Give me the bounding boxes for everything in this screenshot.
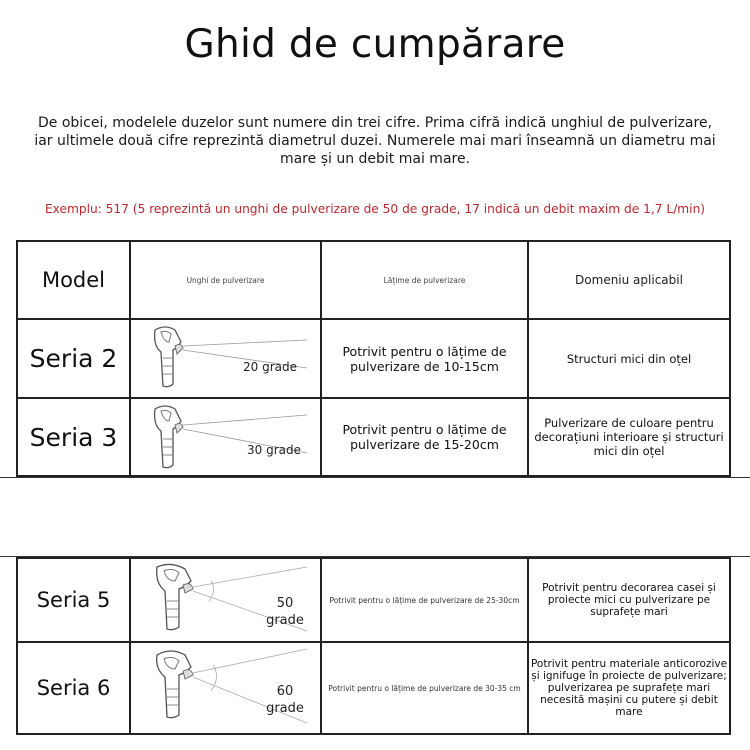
spec-table-bottom: [16, 557, 731, 735]
angle-value: 30 grade: [247, 443, 301, 457]
header-model: Model: [17, 241, 130, 319]
series-label: Seria 3: [17, 398, 130, 476]
table-row: [17, 398, 730, 476]
spray-gun-icon: [147, 401, 327, 475]
width-description: Potrivit pentru o lățime de pulverizare de 30-35 cm: [321, 642, 528, 734]
example-note: Exemplu: 517 (5 reprezintă un unghi de pulverizare de 50 de grade, 17 indică un debit maxim de 1,7 L/min): [44, 202, 706, 216]
table-header-row: [17, 241, 730, 319]
angle-unit: grade: [266, 701, 304, 716]
spec-table-top: [16, 240, 731, 477]
table-row: [17, 319, 730, 398]
table-row: [17, 558, 730, 642]
series-label: Seria 2: [17, 319, 130, 398]
page-title: Ghid de cumpărare: [184, 22, 566, 67]
intro-line-3: mare și un debit mai mare.: [279, 151, 471, 167]
spray-angle-cell: [130, 319, 321, 398]
series-label: Seria 5: [17, 558, 130, 642]
application-description: Pulverizare de culoare pentru decorațiuni interioare și structuri mici din oțel: [528, 398, 730, 476]
angle-value: [255, 595, 315, 629]
series-label: Seria 6: [17, 642, 130, 734]
angle-value: 20 grade: [243, 360, 297, 374]
intro-line-1: De obicei, modelele duzelor sunt numere din trei cifre. Prima cifră indică unghiul de pulverizare,: [37, 115, 713, 131]
section-divider: [0, 477, 750, 478]
header-width: Lățime de pulverizare: [321, 241, 528, 319]
header-application: Domeniu aplicabil: [528, 241, 730, 319]
width-description: Potrivit pentru o lățime de pulverizare de 10-15cm: [321, 319, 528, 398]
spray-angle-cell: [130, 398, 321, 476]
intro-line-2: iar ultimele două cifre reprezintă diametrul duzei. Numerele mai mari înseamnă un diametru mai: [34, 133, 716, 149]
angle-value: [255, 683, 315, 717]
spray-angle-cell: [130, 558, 321, 642]
width-description: Potrivit pentru o lățime de pulverizare de 25-30cm: [321, 558, 528, 642]
angle-number: 60: [276, 684, 294, 699]
spray-angle-cell: [130, 642, 321, 734]
intro-paragraph: [18, 114, 732, 168]
spray-gun-icon: [147, 322, 327, 396]
application-description: Potrivit pentru materiale anticorozive și ignifuge în proiecte de pulverizare; pulverizarea pe suprafețe mari necesită mașini cu putere și debit mare: [528, 642, 730, 734]
application-description: Structuri mici din oțel: [528, 319, 730, 398]
application-description: Potrivit pentru decorarea casei și proiecte mici cu pulverizare pe suprafețe mari: [528, 558, 730, 642]
table-row: [17, 642, 730, 734]
angle-unit: grade: [266, 613, 304, 628]
angle-number: 50: [276, 596, 294, 611]
header-angle: Unghi de pulverizare: [130, 241, 321, 319]
width-description: Potrivit pentru o lățime de pulverizare de 15-20cm: [321, 398, 528, 476]
